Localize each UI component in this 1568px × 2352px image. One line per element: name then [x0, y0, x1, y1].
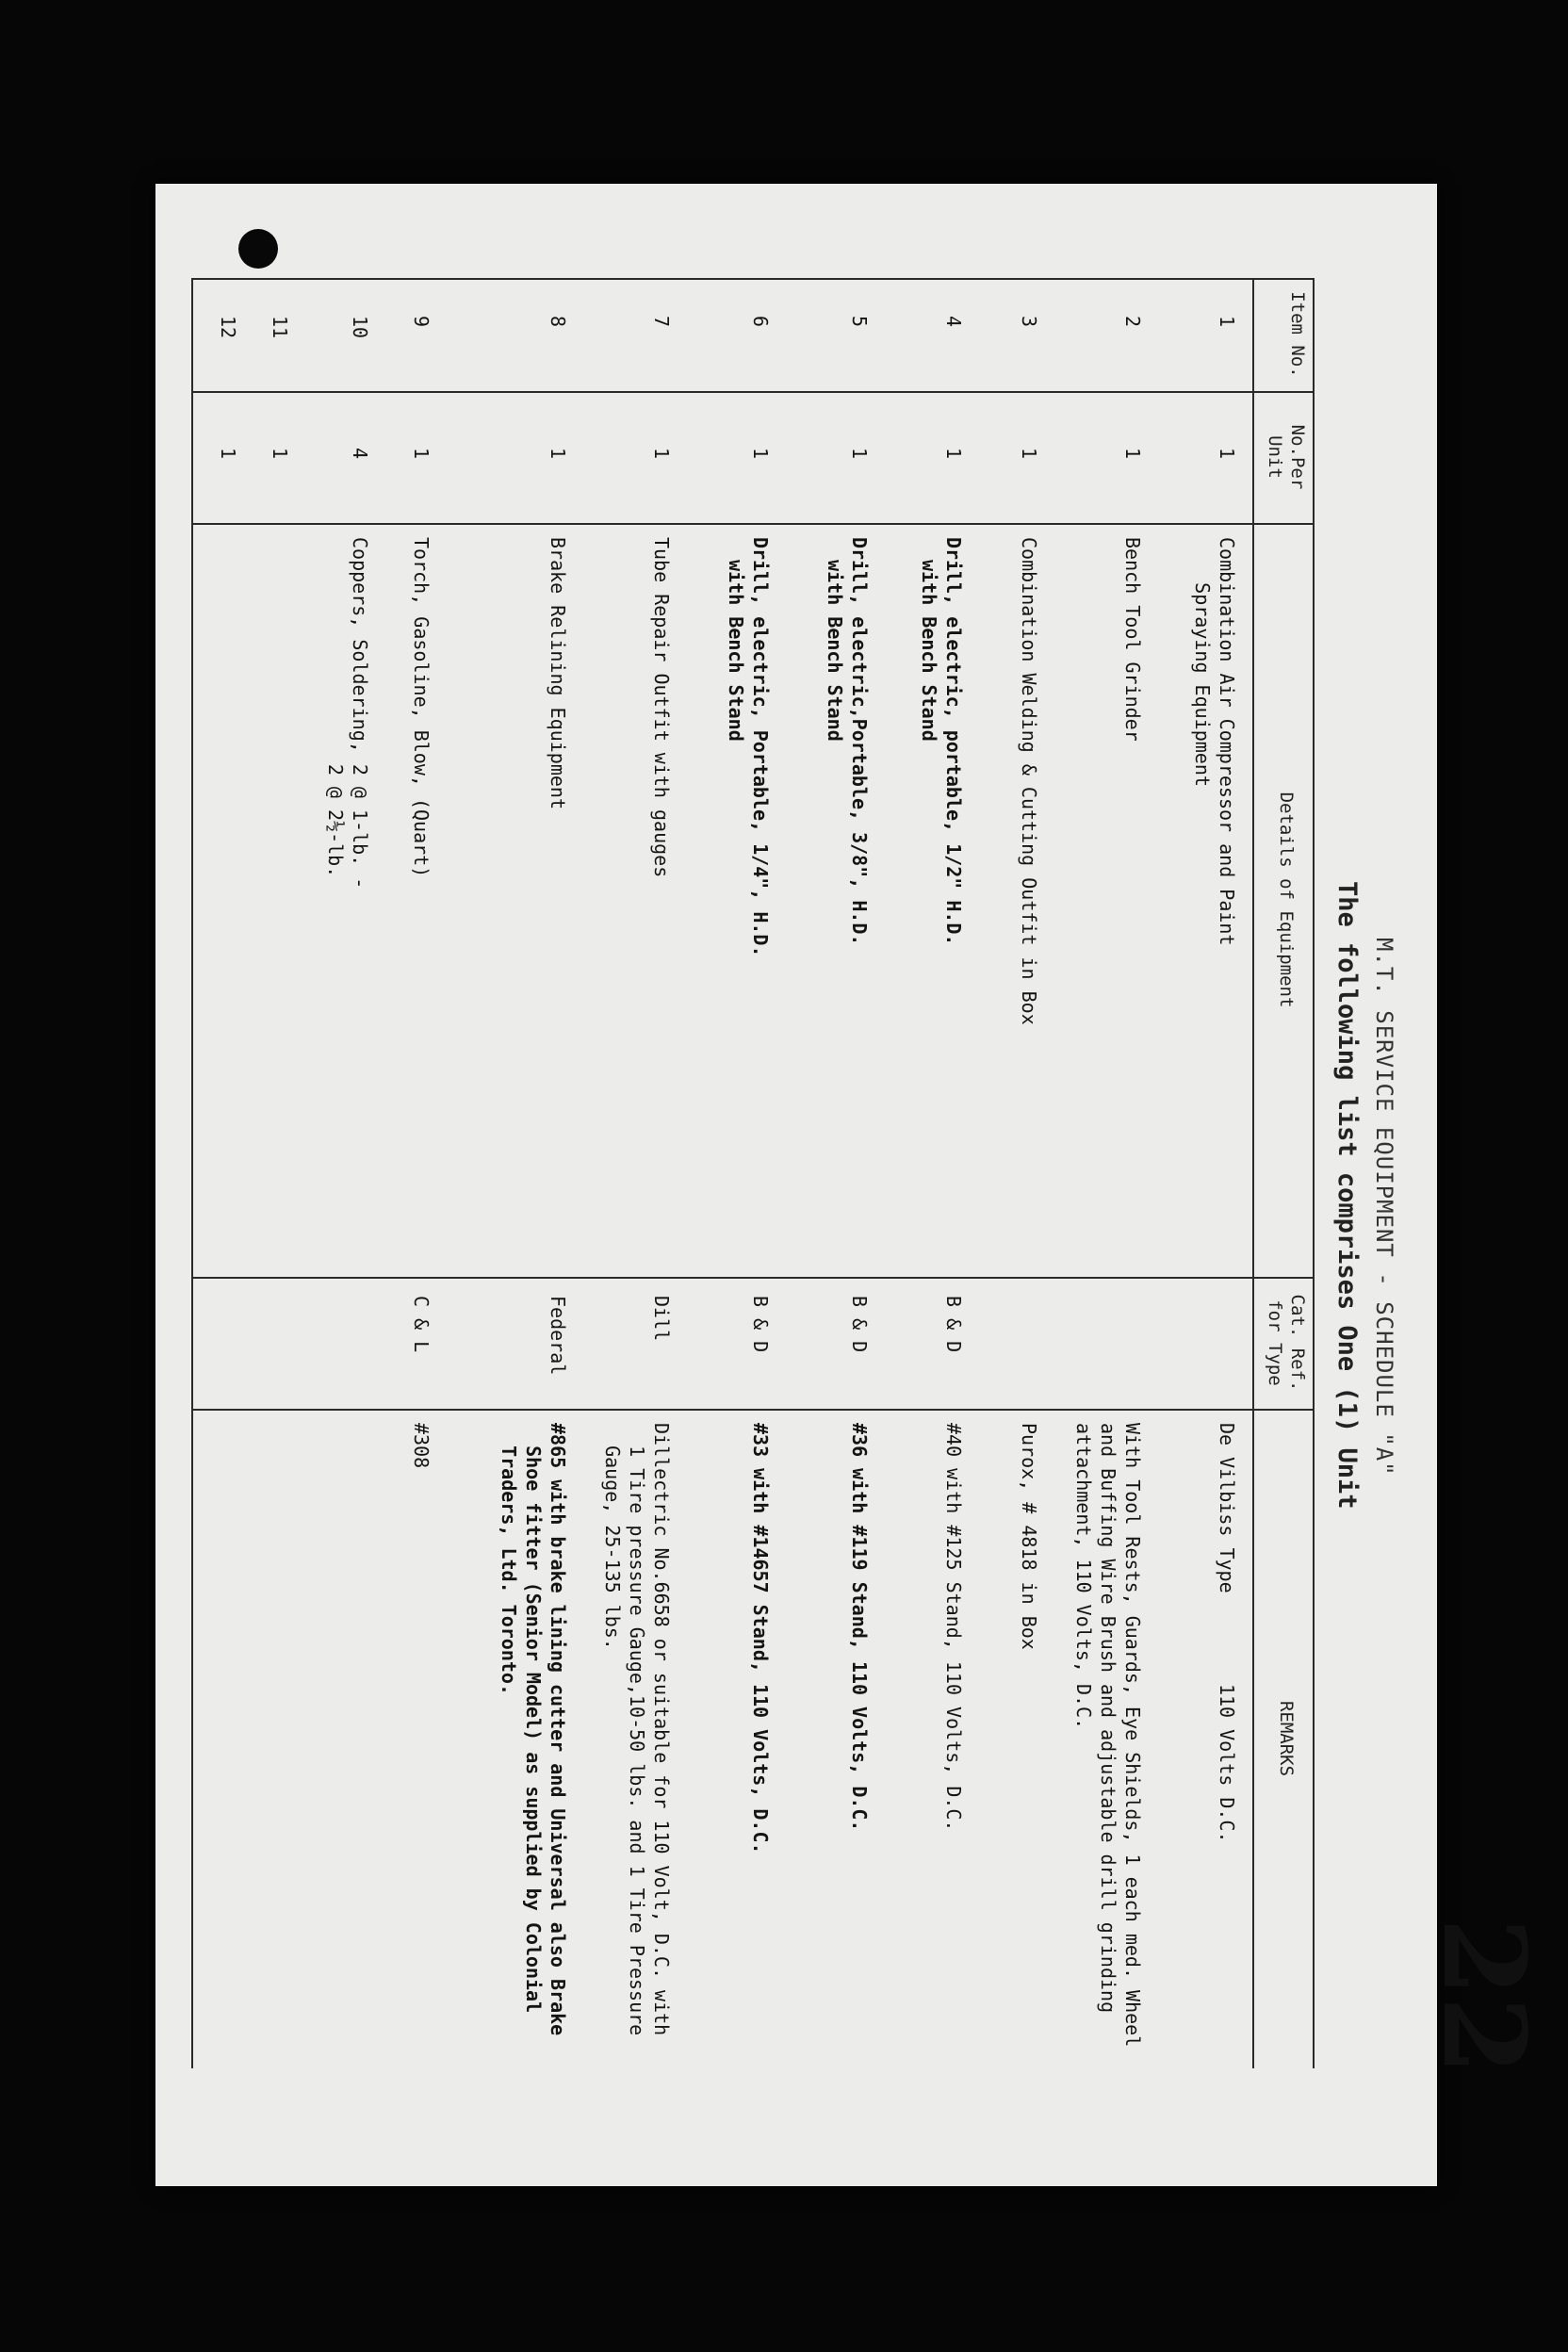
row-3-item: 3: [1018, 316, 1040, 328]
row-12-item: 12: [217, 316, 239, 339]
row-8-item: 8: [547, 316, 569, 328]
row-3-details: Combination Welding & Cutting Outfit in Box: [1018, 537, 1040, 1025]
document-page: [155, 184, 1550, 2186]
row-4-remarks: #40 with #125 Stand, 110 Volts, D.C.: [942, 1423, 965, 1832]
row-2-qty: 1: [1121, 448, 1144, 460]
row-9-remarks: #308: [410, 1423, 433, 1469]
document-subtitle: The following list comprises One (1) Unit: [1332, 881, 1362, 1510]
row-10-qty: 4: [349, 448, 371, 460]
row-8-remarks: #865 with brake lining cutter and Universal also Brake Shoe fitter (Senior Model) as supplied by Colonial Traders, Ltd. Toronto.: [498, 1423, 569, 2036]
row-8-details: Brake Relining Equipment: [547, 537, 569, 809]
row-7-cat: Dill: [650, 1296, 673, 1342]
row-4-details: Drill, electric, portable, 1/2" H.D. with Bench Stand: [918, 537, 965, 946]
col-rule-2: [193, 523, 1315, 525]
row-12-qty: 1: [217, 448, 239, 460]
rotated-content: [165, 221, 1550, 2163]
col-header-item: Item No.: [1287, 291, 1308, 378]
row-10-item: 10: [349, 316, 371, 339]
row-1-remarks: De Vilbiss Type 110 Volts D.C.: [1216, 1423, 1238, 1843]
row-4-qty: 1: [942, 448, 965, 460]
row-6-remarks: #33 with #14657 Stand, 110 Volts, D.C.: [749, 1423, 772, 1854]
row-9-cat: C & L: [410, 1296, 433, 1353]
row-7-details: Tube Repair Outfit with gauges: [650, 537, 673, 878]
col-header-cat-ref: Cat. Ref. for Type: [1265, 1294, 1308, 1392]
row-1-item: 1: [1216, 316, 1238, 328]
row-6-cat: B & D: [749, 1296, 772, 1353]
row-5-details: Drill, electric,Portable, 3/8", H.D. with Bench Stand: [824, 537, 871, 946]
row-9-qty: 1: [410, 448, 433, 460]
row-5-cat: B & D: [848, 1296, 871, 1353]
row-2-details: Bench Tool Grinder: [1121, 537, 1144, 742]
col-rule-0: [193, 278, 1315, 280]
row-5-qty: 1: [848, 448, 871, 460]
row-11-qty: 1: [269, 448, 291, 460]
row-2-item: 2: [1121, 316, 1144, 328]
row-8-cat: Federal: [547, 1296, 569, 1376]
document-title: M.T. SERVICE EQUIPMENT - SCHEDULE "A": [1371, 938, 1397, 1477]
col-rule-1: [193, 391, 1315, 393]
col-header-details: Details of Equipment: [1276, 792, 1297, 1008]
row-11-item: 11: [269, 316, 291, 339]
col-header-per-unit: No.Per Unit: [1265, 424, 1308, 490]
row-3-remarks: Purox, # 4818 in Box: [1018, 1423, 1040, 1650]
row-3-qty: 1: [1018, 448, 1040, 460]
table-bottom-rule: [191, 278, 193, 2068]
table-header-rule: [1252, 278, 1254, 2068]
row-6-details: Drill, electric, Portable, 1/4", H.D. with Bench Stand: [725, 537, 772, 957]
col-rule-3: [193, 1277, 1315, 1279]
row-1-details: Combination Air Compressor and Paint Spraying Equipment: [1191, 537, 1238, 946]
handwritten-page-number: 22: [1417, 1918, 1550, 2075]
row-1-qty: 1: [1216, 448, 1238, 460]
row-7-remarks: Dillectric No.6658 or suitable for 110 Volt, D.C. with 1 Tire pressure Gauge,10-50 lbs. and 1 Tire Pressure Gauge, 25-135 lbs.: [601, 1423, 673, 2036]
row-5-remarks: #36 with #119 Stand, 110 Volts, D.C.: [848, 1423, 871, 1832]
table-top-rule: [1313, 278, 1315, 2068]
row-8-qty: 1: [547, 448, 569, 460]
row-4-item: 4: [942, 316, 965, 328]
row-7-qty: 1: [650, 448, 673, 460]
col-rule-4: [193, 1409, 1315, 1411]
row-5-item: 5: [848, 316, 871, 328]
row-9-item: 9: [410, 316, 433, 328]
row-2-remarks: With Tool Rests, Guards, Eye Shields, 1 each med. Wheel and Buffing Wire Brush and adjustable drill grinding attachment, 110 Volts, D.C.: [1072, 1423, 1144, 2048]
row-4-cat: B & D: [942, 1296, 965, 1353]
row-6-item: 6: [749, 316, 772, 328]
row-9-details: Torch, Gasoline, Blow, (Quart): [410, 537, 433, 878]
row-10-details: Coppers, Soldering, 2 @ 1-lb. - 2 @ 2½-lb.: [324, 537, 371, 890]
row-7-item: 7: [650, 316, 673, 328]
col-header-remarks: REMARKS: [1276, 1700, 1297, 1777]
row-6-qty: 1: [749, 448, 772, 460]
equipment-table: [184, 278, 1315, 2068]
